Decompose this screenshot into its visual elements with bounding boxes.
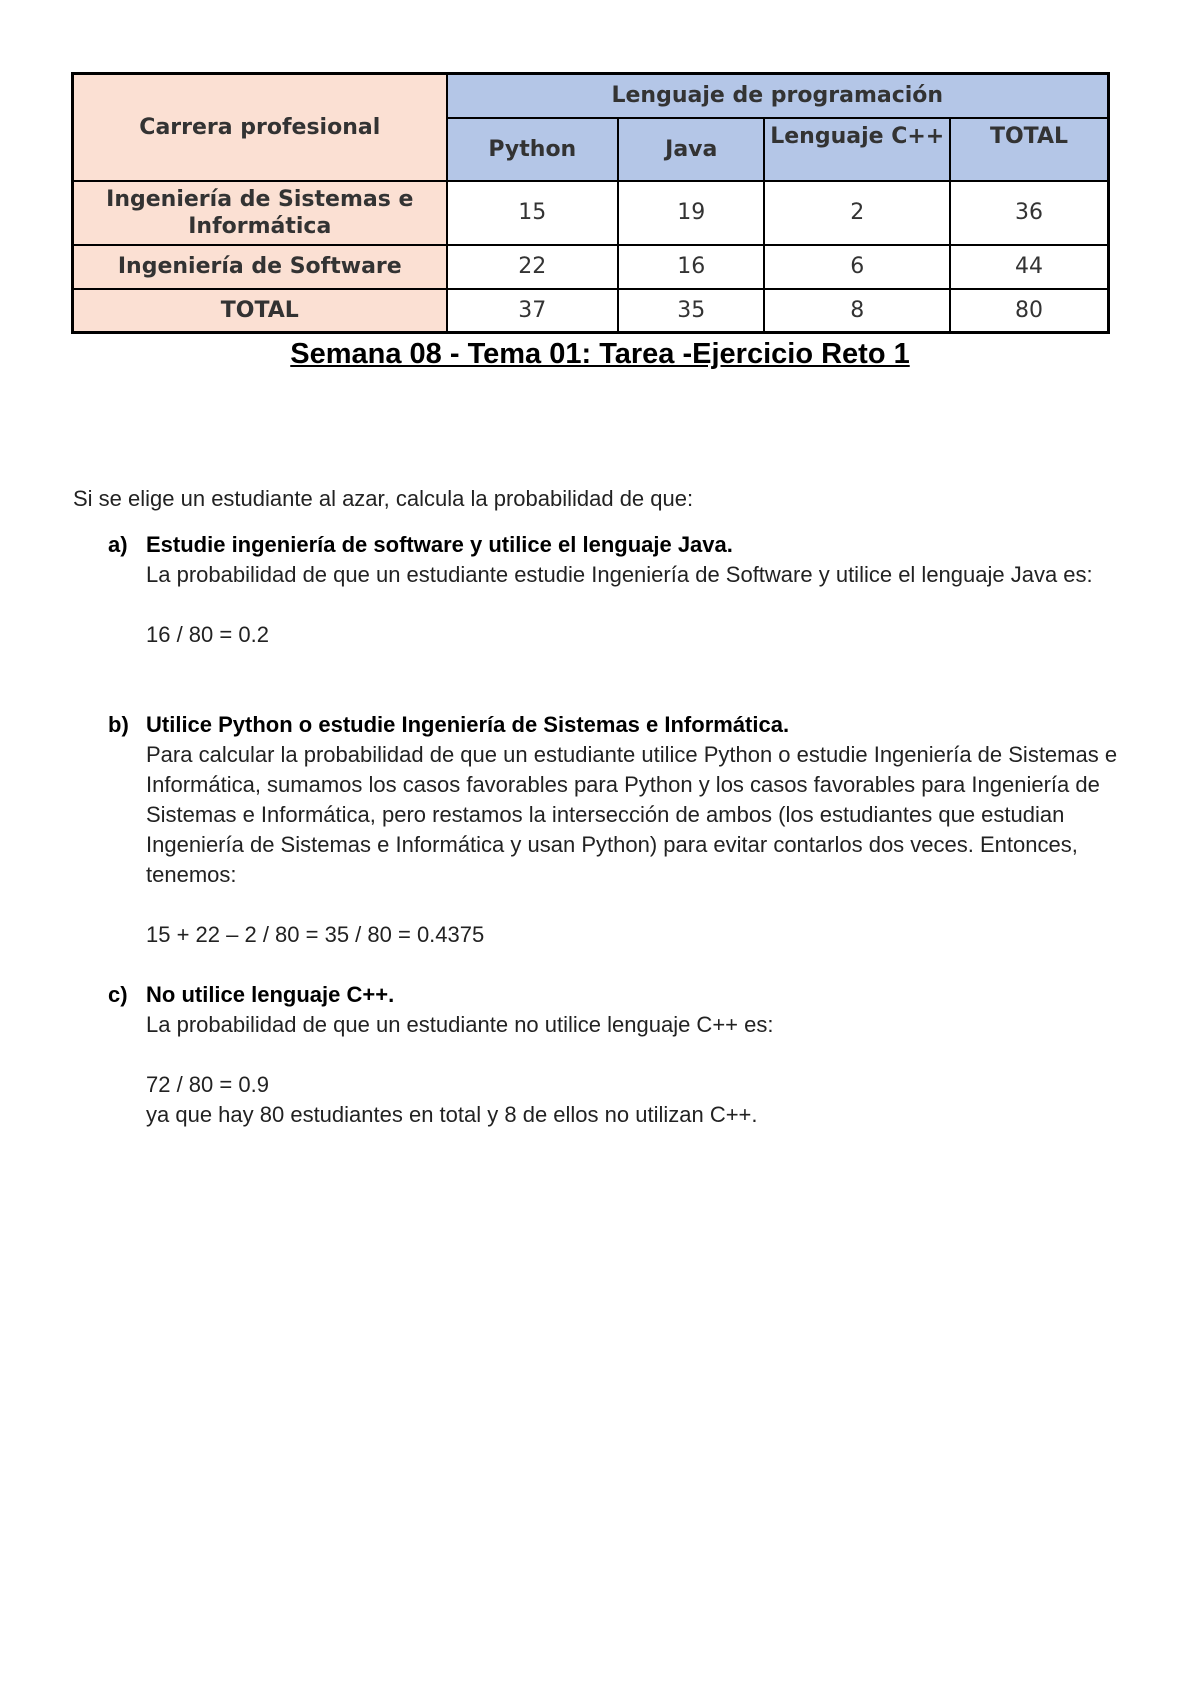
- table-row: [73, 181, 1109, 245]
- explanation-text: La probabilidad de que un estudiante estudie Ingeniería de Software y utilice el lenguaje Java es:: [146, 562, 1093, 587]
- table-cell: 16: [618, 245, 764, 289]
- question-text: Utilice Python o estudie Ingeniería de Sistemas e Informática.: [146, 712, 790, 737]
- column-header-java: Java: [618, 118, 764, 181]
- corner-header: Carrera profesional: [73, 74, 447, 181]
- column-header-total: TOTAL: [950, 118, 1109, 181]
- note-text: ya que hay 80 estudiantes en total y 8 de ellos no utilizan C++.: [146, 1102, 758, 1127]
- row-label-software: Ingeniería de Software: [73, 245, 447, 289]
- table-cell: 8: [764, 289, 950, 333]
- table-cell: 37: [447, 289, 618, 333]
- table-cell: 19: [618, 181, 764, 245]
- contingency-table: [71, 72, 1110, 334]
- table-cell: 80: [950, 289, 1109, 333]
- formula-text: 15 + 22 – 2 / 80 = 35 / 80 = 0.4375: [146, 922, 485, 947]
- document-title: Semana 08 - Tema 01: Tarea -Ejercicio Reto 1: [290, 338, 910, 370]
- table-cell: 36: [950, 181, 1109, 245]
- table-cell: 6: [764, 245, 950, 289]
- row-label-sistemas: Ingeniería de Sistemas e Informática: [73, 181, 447, 245]
- table-row: [73, 245, 1109, 289]
- item-letter: a): [108, 532, 128, 557]
- column-header-cpp: Lenguaje C++: [764, 118, 950, 181]
- question-text: Estudie ingeniería de software y utilice el lenguaje Java.: [146, 532, 733, 557]
- row-label-total: TOTAL: [73, 289, 447, 333]
- item-letter: c): [108, 982, 128, 1007]
- explanation-text: La probabilidad de que un estudiante no utilice lenguaje C++ es:: [146, 1012, 774, 1037]
- intro-text: Si se elige un estudiante al azar, calcula la probabilidad de que:: [73, 486, 694, 511]
- question-text: No utilice lenguaje C++.: [146, 982, 395, 1007]
- table-row: [73, 289, 1109, 333]
- table-cell: 35: [618, 289, 764, 333]
- column-header-python: Python: [447, 118, 618, 181]
- formula-text: 72 / 80 = 0.9: [146, 1072, 269, 1097]
- table-cell: 2: [764, 181, 950, 245]
- explanation-text: Para calcular la probabilidad de que un estudiante utilice Python o estudie Ingeniería de Sistemas e Informática, sumamos los casos favorables para Python y los casos favorables para Ingeniería de Sistemas e Informática, pero restamos la intersección de ambos (los estudiantes que estudian Ingeniería de Sistemas e Informática y usan Python) para evitar contarlos dos veces. Entonces, tenemos:: [146, 742, 1118, 887]
- table-cell: 44: [950, 245, 1109, 289]
- formula-text: 16 / 80 = 0.2: [146, 622, 269, 647]
- table-cell: 22: [447, 245, 618, 289]
- group-header: Lenguaje de programación: [447, 74, 1109, 118]
- table-cell: 15: [447, 181, 618, 245]
- item-letter: b): [108, 712, 129, 737]
